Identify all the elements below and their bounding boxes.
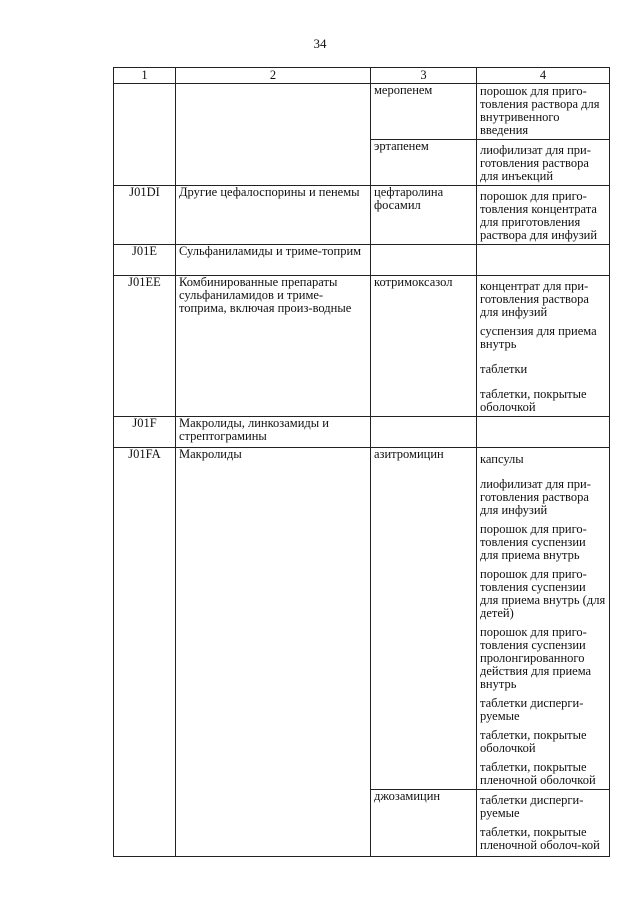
atc-group	[176, 84, 371, 186]
table-header-row	[114, 68, 610, 84]
atc-group: Другие цефалоспорины и пенемы	[176, 186, 371, 245]
table-row	[114, 84, 610, 140]
inn-name	[371, 417, 477, 448]
table-row	[114, 448, 610, 790]
dosage-form: порошок для приго-товления суспензии для приема внутрь (для детей)	[480, 567, 606, 620]
atc-group: Макролиды, линкозамиды и стрептограмины	[176, 417, 371, 448]
dosage-forms	[477, 186, 610, 245]
inn-name: цефтаролина фосамил	[371, 186, 477, 245]
table-row	[114, 276, 610, 417]
dosage-forms	[477, 417, 610, 448]
dosage-forms	[477, 276, 610, 417]
inn-name: меропенем	[371, 84, 477, 140]
dosage-forms	[477, 84, 610, 140]
dosage-form: концентрат для при-готовления раствора для инфузий	[480, 279, 589, 319]
dosage-form: лиофилизат для при-готовления раствора для инфузий	[480, 477, 591, 517]
inn-name: азитромицин	[371, 448, 477, 790]
page-number: 34	[313, 36, 327, 51]
atc-code: J01FA	[114, 448, 176, 857]
column-header: 1	[114, 68, 176, 84]
dosage-form: капсулы	[480, 452, 524, 466]
atc-code: J01EE	[114, 276, 176, 417]
dosage-form: таблетки дисперги-руемые	[480, 793, 584, 820]
inn-name: котримоксазол	[371, 276, 477, 417]
inn-name	[371, 245, 477, 276]
inn-name: эртапенем	[371, 140, 477, 186]
dosage-forms	[477, 245, 610, 276]
dosage-form: порошок для приго-товления суспензии пролонгированного действия для приема внутрь	[480, 625, 592, 691]
atc-group: Сульфаниламиды и триме-топрим	[176, 245, 371, 276]
drug-table	[113, 67, 610, 857]
atc-code	[114, 84, 176, 186]
dosage-form: таблетки, покрытые пленочной оболочкой	[480, 760, 596, 787]
inn-name: джозамицин	[371, 790, 477, 857]
column-header: 4	[477, 68, 610, 84]
dosage-form: порошок для приго-товления раствора для внутривенного введения	[480, 84, 600, 137]
dosage-form: таблетки, покрытые оболочкой	[480, 728, 587, 755]
table-row	[114, 186, 610, 245]
column-header: 3	[371, 68, 477, 84]
dosage-form: порошок для приго-товления суспензии для приема внутрь	[480, 522, 587, 562]
atc-code: J01F	[114, 417, 176, 448]
dosage-form: порошок для приго-товления концентрата для приготовления раствора для инфузий	[480, 189, 598, 242]
atc-code: J01E	[114, 245, 176, 276]
dosage-form: таблетки, покрытые пленочной оболоч-кой	[480, 825, 600, 852]
atc-group: Макролиды	[176, 448, 371, 857]
dosage-forms	[477, 790, 610, 857]
table-row	[114, 417, 610, 448]
atc-group: Комбинированные препараты сульфаниламидов и триме-топрима, включая произ-водные	[176, 276, 371, 417]
dosage-form: таблетки дисперги-руемые	[480, 696, 584, 723]
dosage-form: таблетки, покрытые оболочкой	[480, 387, 587, 414]
dosage-form: суспензия для приема внутрь	[480, 324, 597, 351]
column-header: 2	[176, 68, 371, 84]
dosage-form: таблетки	[480, 362, 528, 376]
dosage-forms	[477, 448, 610, 790]
atc-code: J01DI	[114, 186, 176, 245]
dosage-forms	[477, 140, 610, 186]
dosage-form: лиофилизат для при-готовления раствора для инъекций	[480, 143, 591, 183]
table-row	[114, 245, 610, 276]
